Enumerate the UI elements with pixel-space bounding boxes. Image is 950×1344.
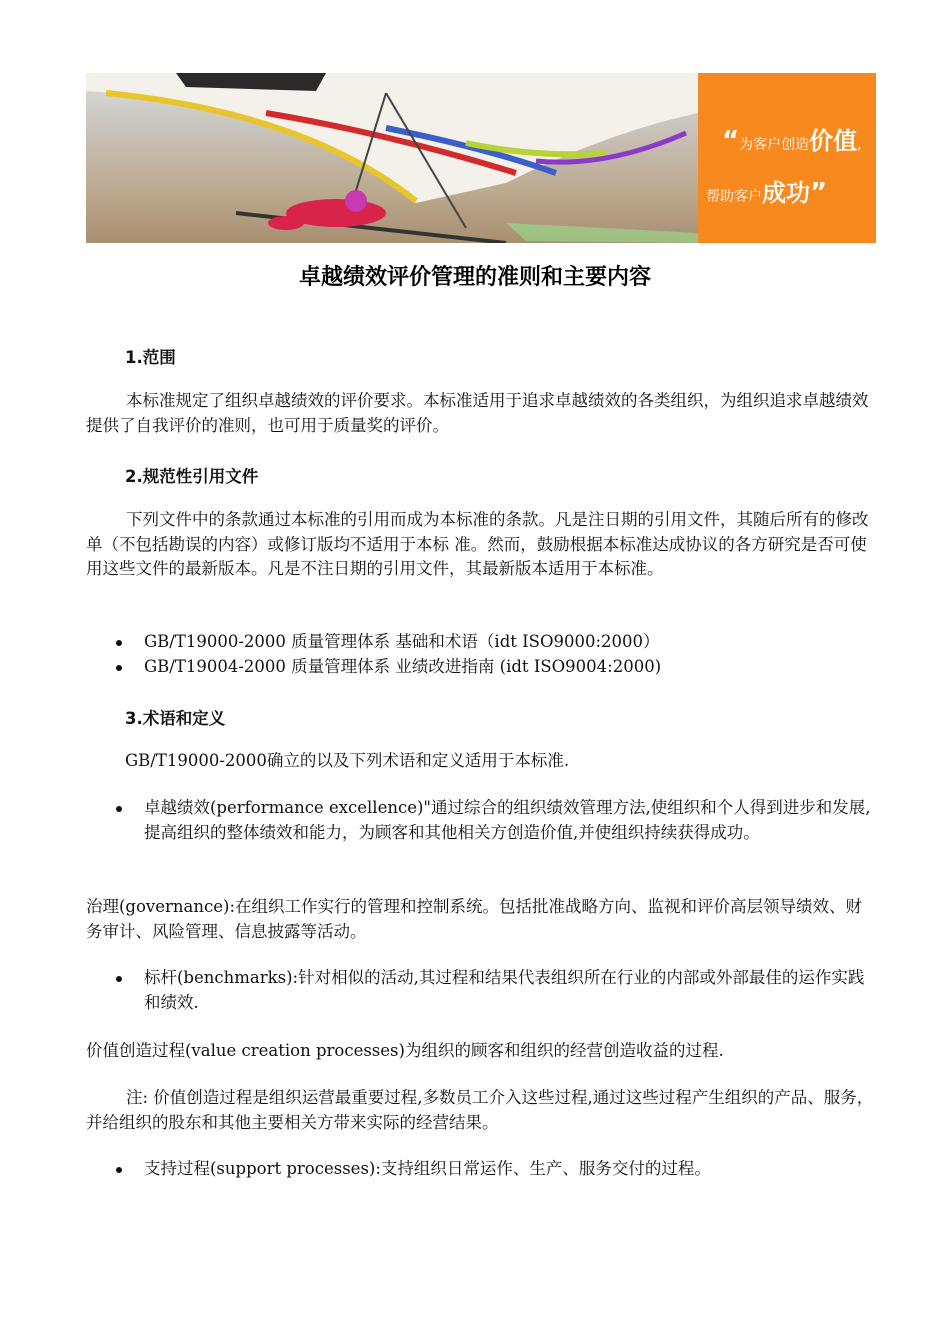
slogan-line-1: “为客户创造价值, — [722, 126, 862, 156]
term-list-2 — [112, 966, 877, 1015]
bullet-icon — [116, 640, 122, 646]
document-title: 卓越绩效评价管理的准则和主要内容 — [298, 265, 651, 290]
hang-glider-illustration — [86, 73, 698, 243]
list-item: 支持过程(support processes):支持组织日常运作、生产、服务交付的过程。 — [112, 1157, 877, 1182]
governance-definition: 治理(governance):在组织工作实行的管理和控制系统。包括批准战略方向、监视和评价高层领导绩效、财务审计、风险管理、信息披露等活动。 — [86, 897, 862, 941]
value-creation-definition: 价值创造过程(value creation processes)为组织的顾客和组织的经营创造收益的过程. — [86, 1041, 724, 1060]
header-banner — [86, 73, 876, 243]
bullet-icon — [116, 976, 122, 982]
section-2-paragraph: 下列文件中的条款通过本标准的引用而成为本标准的条款。凡是注日期的引用文件，其随后所有的修改单（不包括勘误的内容）或修订版均不适用于本标 准。然而，鼓励根据本标准达成协议的各方研究是否可使用这些文件的最新版本。凡是不注日期的引用文件，其最新版本适用于本标准。 — [86, 510, 869, 578]
term-list-3 — [112, 1157, 877, 1182]
section-1-paragraph: 本标准规定了组织卓越绩效的评价要求。本标准适用于追求卓越绩效的各类组织，为组织追求卓越绩效提供了自我评价的准则，也可用于质量奖的评价。 — [86, 391, 869, 435]
list-item: 标杆(benchmarks):针对相似的活动,其过程和结果代表组织所在行业的内部或外部最佳的运作实践和绩效. — [112, 966, 877, 1015]
section-2-heading: 2.规范性引用文件 — [125, 467, 259, 486]
list-item: GB/T19000-2000 质量管理体系 基础和术语（idt ISO9000:2000） — [112, 630, 877, 655]
value-creation-note: 注: 价值创造过程是组织运营最重要过程,多数员工介入这些过程,通过这些过程产生组织的产品、服务，并给组织的股东和其他主要相关方带来实际的经营结果。 — [86, 1088, 874, 1132]
reference-list — [112, 630, 877, 679]
slogan-line-2: 帮助客户成功” — [706, 178, 828, 208]
term-list-1 — [112, 796, 877, 845]
bullet-icon — [116, 1167, 122, 1173]
section-3-intro: GB/T19000-2000确立的以及下列术语和定义适用于本标准. — [125, 751, 570, 770]
hang-glider-photo — [86, 73, 698, 243]
list-item: GB/T19004-2000 质量管理体系 业绩改进指南 (idt ISO9004:2000) — [112, 655, 877, 680]
bullet-icon — [116, 806, 122, 812]
list-item: 卓越绩效(performance excellence)"通过综合的组织绩效管理方法,使组织和个人得到进步和发展,提高组织的整体绩效和能力，为顾客和其他相关方创造价值,并使组织持续获得成功。 — [112, 796, 877, 845]
section-3-heading: 3.术语和定义 — [125, 709, 226, 728]
section-1-heading: 1.范围 — [125, 348, 176, 367]
bullet-icon — [116, 665, 122, 671]
slogan-panel — [698, 73, 876, 243]
